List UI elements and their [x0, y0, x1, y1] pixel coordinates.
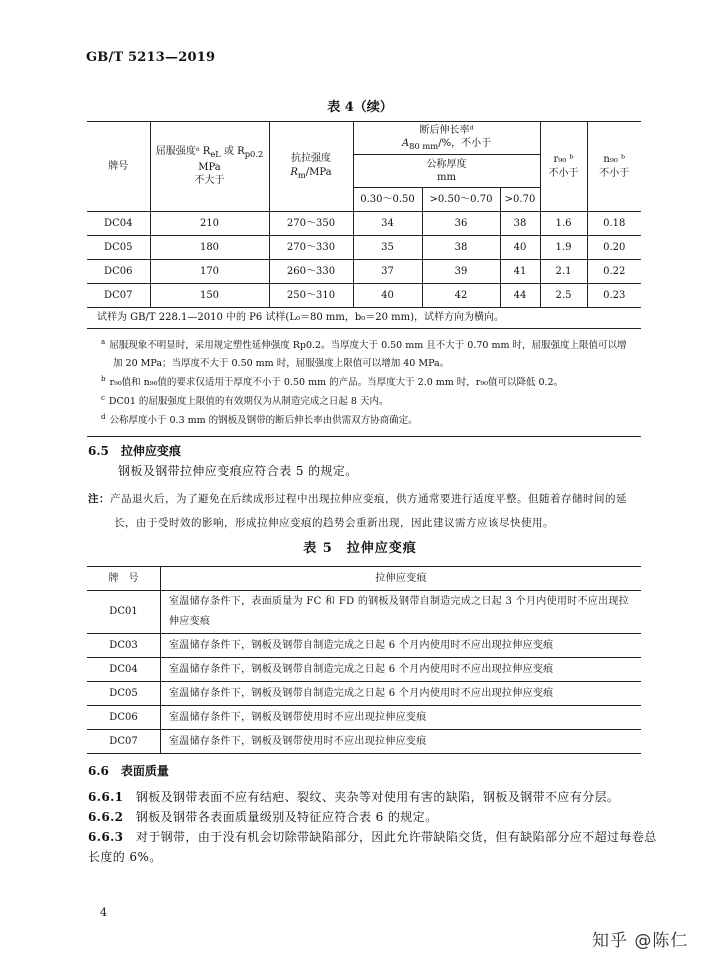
footnote: $^d$ 公称厚度小于 0.3 mm 的钢板及钢带的断后伸长率由供需双方协商确定。	[101, 413, 418, 427]
table-4-footnotes	[87, 328, 641, 437]
header-n90: n₉₀ ᵇ 不小于	[587, 122, 641, 212]
watermark: 知乎 @陈仁	[592, 931, 689, 951]
header-thickness-1: 0.30～0.50	[353, 188, 422, 212]
header-grade: 牌号	[87, 122, 150, 212]
table-row: DC05 180 270～330 35 38 40 1.9 0.20	[87, 236, 641, 260]
header-grade: 牌 号	[87, 567, 161, 591]
section-6-5-heading: 6.5 拉伸应变痕	[88, 444, 181, 458]
footnote: $^b$ r₉₀值和 n₉₀值的要求仅适用于厚度不小于 0.50 mm 的产品。当厚度大于 2.0 mm 时，r₉₀值可以降低 0.2。	[101, 374, 564, 388]
clause-6-6-3: 6.6.3 对于钢带，由于没有机会切除带缺陷部分，因此允许带缺陷交货，但有缺陷部分应不超过每卷总	[88, 830, 657, 844]
header-nominal-thickness: 公称厚度 mm	[353, 155, 540, 188]
footnote: $^a$ 屈服现象不明显时，采用规定塑性延伸强度 Rp0.2。当厚度大于 0.50 mm 且不大于 0.70 mm 时，屈服强度上限值可以增加 20 MPa；当厚度不大于 0.50 mm 时，屈服强度上限值可以增加 40 MPa。	[101, 337, 627, 369]
table-4-test-note: 试样为 GB/T 228.1—2010 中的 P6 试样(L₀＝80 mm，b₀＝20 mm)，试样方向为横向。	[87, 308, 641, 329]
standard-code: GB/T 5213—2019	[86, 50, 216, 65]
clause-6-6-1: 6.6.1 钢板及钢带表面不应有结疤、裂纹、夹杂等对使用有害的缺陷，钢板及钢带不应有分层。	[88, 790, 620, 804]
table-row: DC07 室温储存条件下，钢板及钢带使用时不应出现拉伸应变痕	[87, 730, 641, 754]
page-number: 4	[100, 906, 107, 919]
header-strain-marks: 拉伸应变痕	[161, 567, 642, 591]
footnote: $^c$ DC01 的屈服强度上限值的有效期仅为从制造完成之日起 8 天内。	[101, 393, 389, 408]
table-row: DC04 室温储存条件下，钢板及钢带自制造完成之日起 6 个月内使用时不应出现拉伸应变痕	[87, 658, 641, 682]
table-row: DC06 室温储存条件下，钢板及钢带使用时不应出现拉伸应变痕	[87, 706, 641, 730]
header-elongation: 断后伸长率ᵈ $A_{80 mm}/\%$，不小于	[353, 122, 540, 155]
header-r90: r₉₀ ᵇ 不小于	[540, 122, 587, 212]
header-thickness-3: >0.70	[500, 188, 540, 212]
clause-6-6-2: 6.6.2 钢板及钢带各表面质量级别及特征应符合表 6 的规定。	[88, 810, 438, 824]
header-thickness-2: >0.50～0.70	[422, 188, 500, 212]
table-5	[87, 566, 641, 754]
table-row: DC07 150 250～310 40 42 44 2.5 0.23	[87, 284, 641, 308]
table-row: DC04 210 270～350 34 36 38 1.6 0.18	[87, 212, 641, 236]
header-yield-strength: 屈服强度ᵃ $R_{eL}$ 或 $R_{p0.2}$ MPa 不大于	[150, 122, 269, 212]
table-4-title: 表 4（续）	[327, 100, 393, 115]
clause-6-6-3-continued: 长度的 6%。	[88, 850, 162, 864]
header-tensile-strength: 抗拉强度 $R_m$/MPa	[269, 122, 353, 212]
table-4	[87, 121, 641, 437]
section-6-6-heading: 6.6 表面质量	[88, 764, 169, 778]
table-row: DC05 室温储存条件下，钢板及钢带自制造完成之日起 6 个月内使用时不应出现拉伸应变痕	[87, 682, 641, 706]
table-row: DC01 室温储存条件下，表面质量为 FC 和 FD 的钢板及钢带自制造完成之日起 3 个月内使用时不应出现拉伸应变痕	[87, 591, 641, 634]
section-6-5-note: 注：产品退火后，为了避免在后续成形过程中出现拉伸应变痕，供方通常要进行适度平整。但随着存储时间的延 长，由于受时效的影响，形成拉伸应变痕的趋势会重新出现，因此建议需方应该尽快使用。	[88, 493, 627, 529]
table-5-title: 表 5 拉伸应变痕	[303, 541, 417, 556]
table-row: DC03 室温储存条件下，钢板及钢带自制造完成之日起 6 个月内使用时不应出现拉伸应变痕	[87, 634, 641, 658]
section-6-5-body: 钢板及钢带拉伸应变痕应符合表 5 的规定。	[118, 464, 358, 478]
table-row: DC06 170 260～330 37 39 41 2.1 0.22	[87, 260, 641, 284]
